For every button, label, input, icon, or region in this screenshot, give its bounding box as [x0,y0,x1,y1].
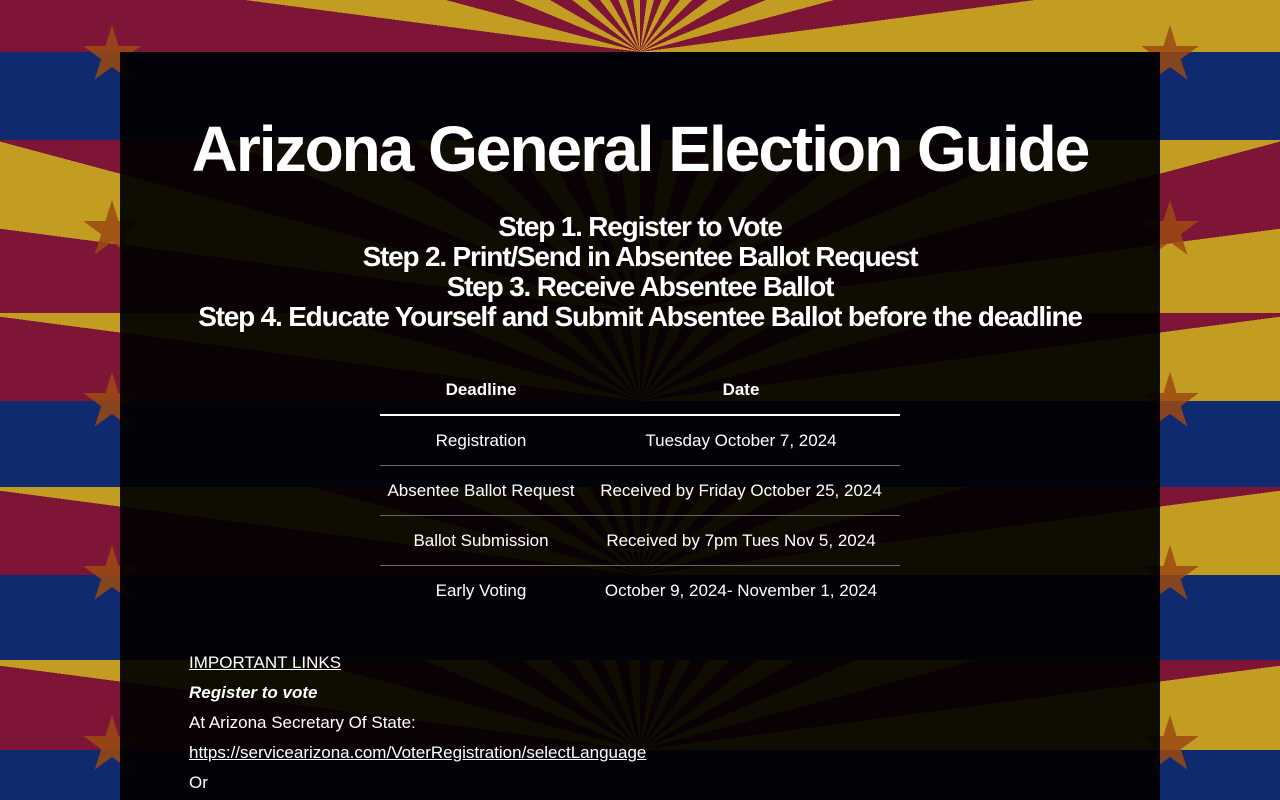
date-cell: Tuesday October 7, 2024 [582,415,900,466]
voter-registration-link[interactable]: https://servicearizona.com/VoterRegistration/selectLanguage [189,743,647,762]
step-3: Step 3. Receive Absentee Ballot [446,271,834,302]
step-4: Step 4. Educate Yourself and Submit Absentee Ballot before the deadline [198,301,1082,332]
background-flag-rays-row [0,0,1280,52]
important-links-heading: IMPORTANT LINKS [189,653,342,672]
deadline-cell: Absentee Ballot Request [380,466,582,516]
page-title: Arizona General Election Guide [191,113,1089,185]
table-header-row [380,366,900,415]
step-2: Step 2. Print/Send in Absentee Ballot Request [362,241,918,272]
table-row [380,566,900,616]
table-row [380,415,900,466]
register-to-vote-label: Register to vote [189,683,318,702]
steps-list [0,212,1280,332]
date-cell: Received by Friday October 25, 2024 [582,466,900,516]
date-cell: October 9, 2024- November 1, 2024 [604,580,878,600]
deadline-cell: Ballot Submission [380,516,582,566]
secretary-of-state-text: At Arizona Secretary Of State: [189,713,416,732]
date-cell: Received by 7pm Tues Nov 5, 2024 [582,516,900,566]
table-row [380,516,900,566]
column-header-date: Date [582,366,900,415]
deadlines-table [380,366,900,615]
deadline-cell: Early Voting [435,580,527,600]
table-row [380,466,900,516]
important-links-section [189,648,646,798]
step-1: Step 1. Register to Vote [498,211,782,242]
column-header-deadline: Deadline [380,366,582,415]
or-text: Or [189,773,208,792]
deadline-cell: Registration [380,415,582,466]
